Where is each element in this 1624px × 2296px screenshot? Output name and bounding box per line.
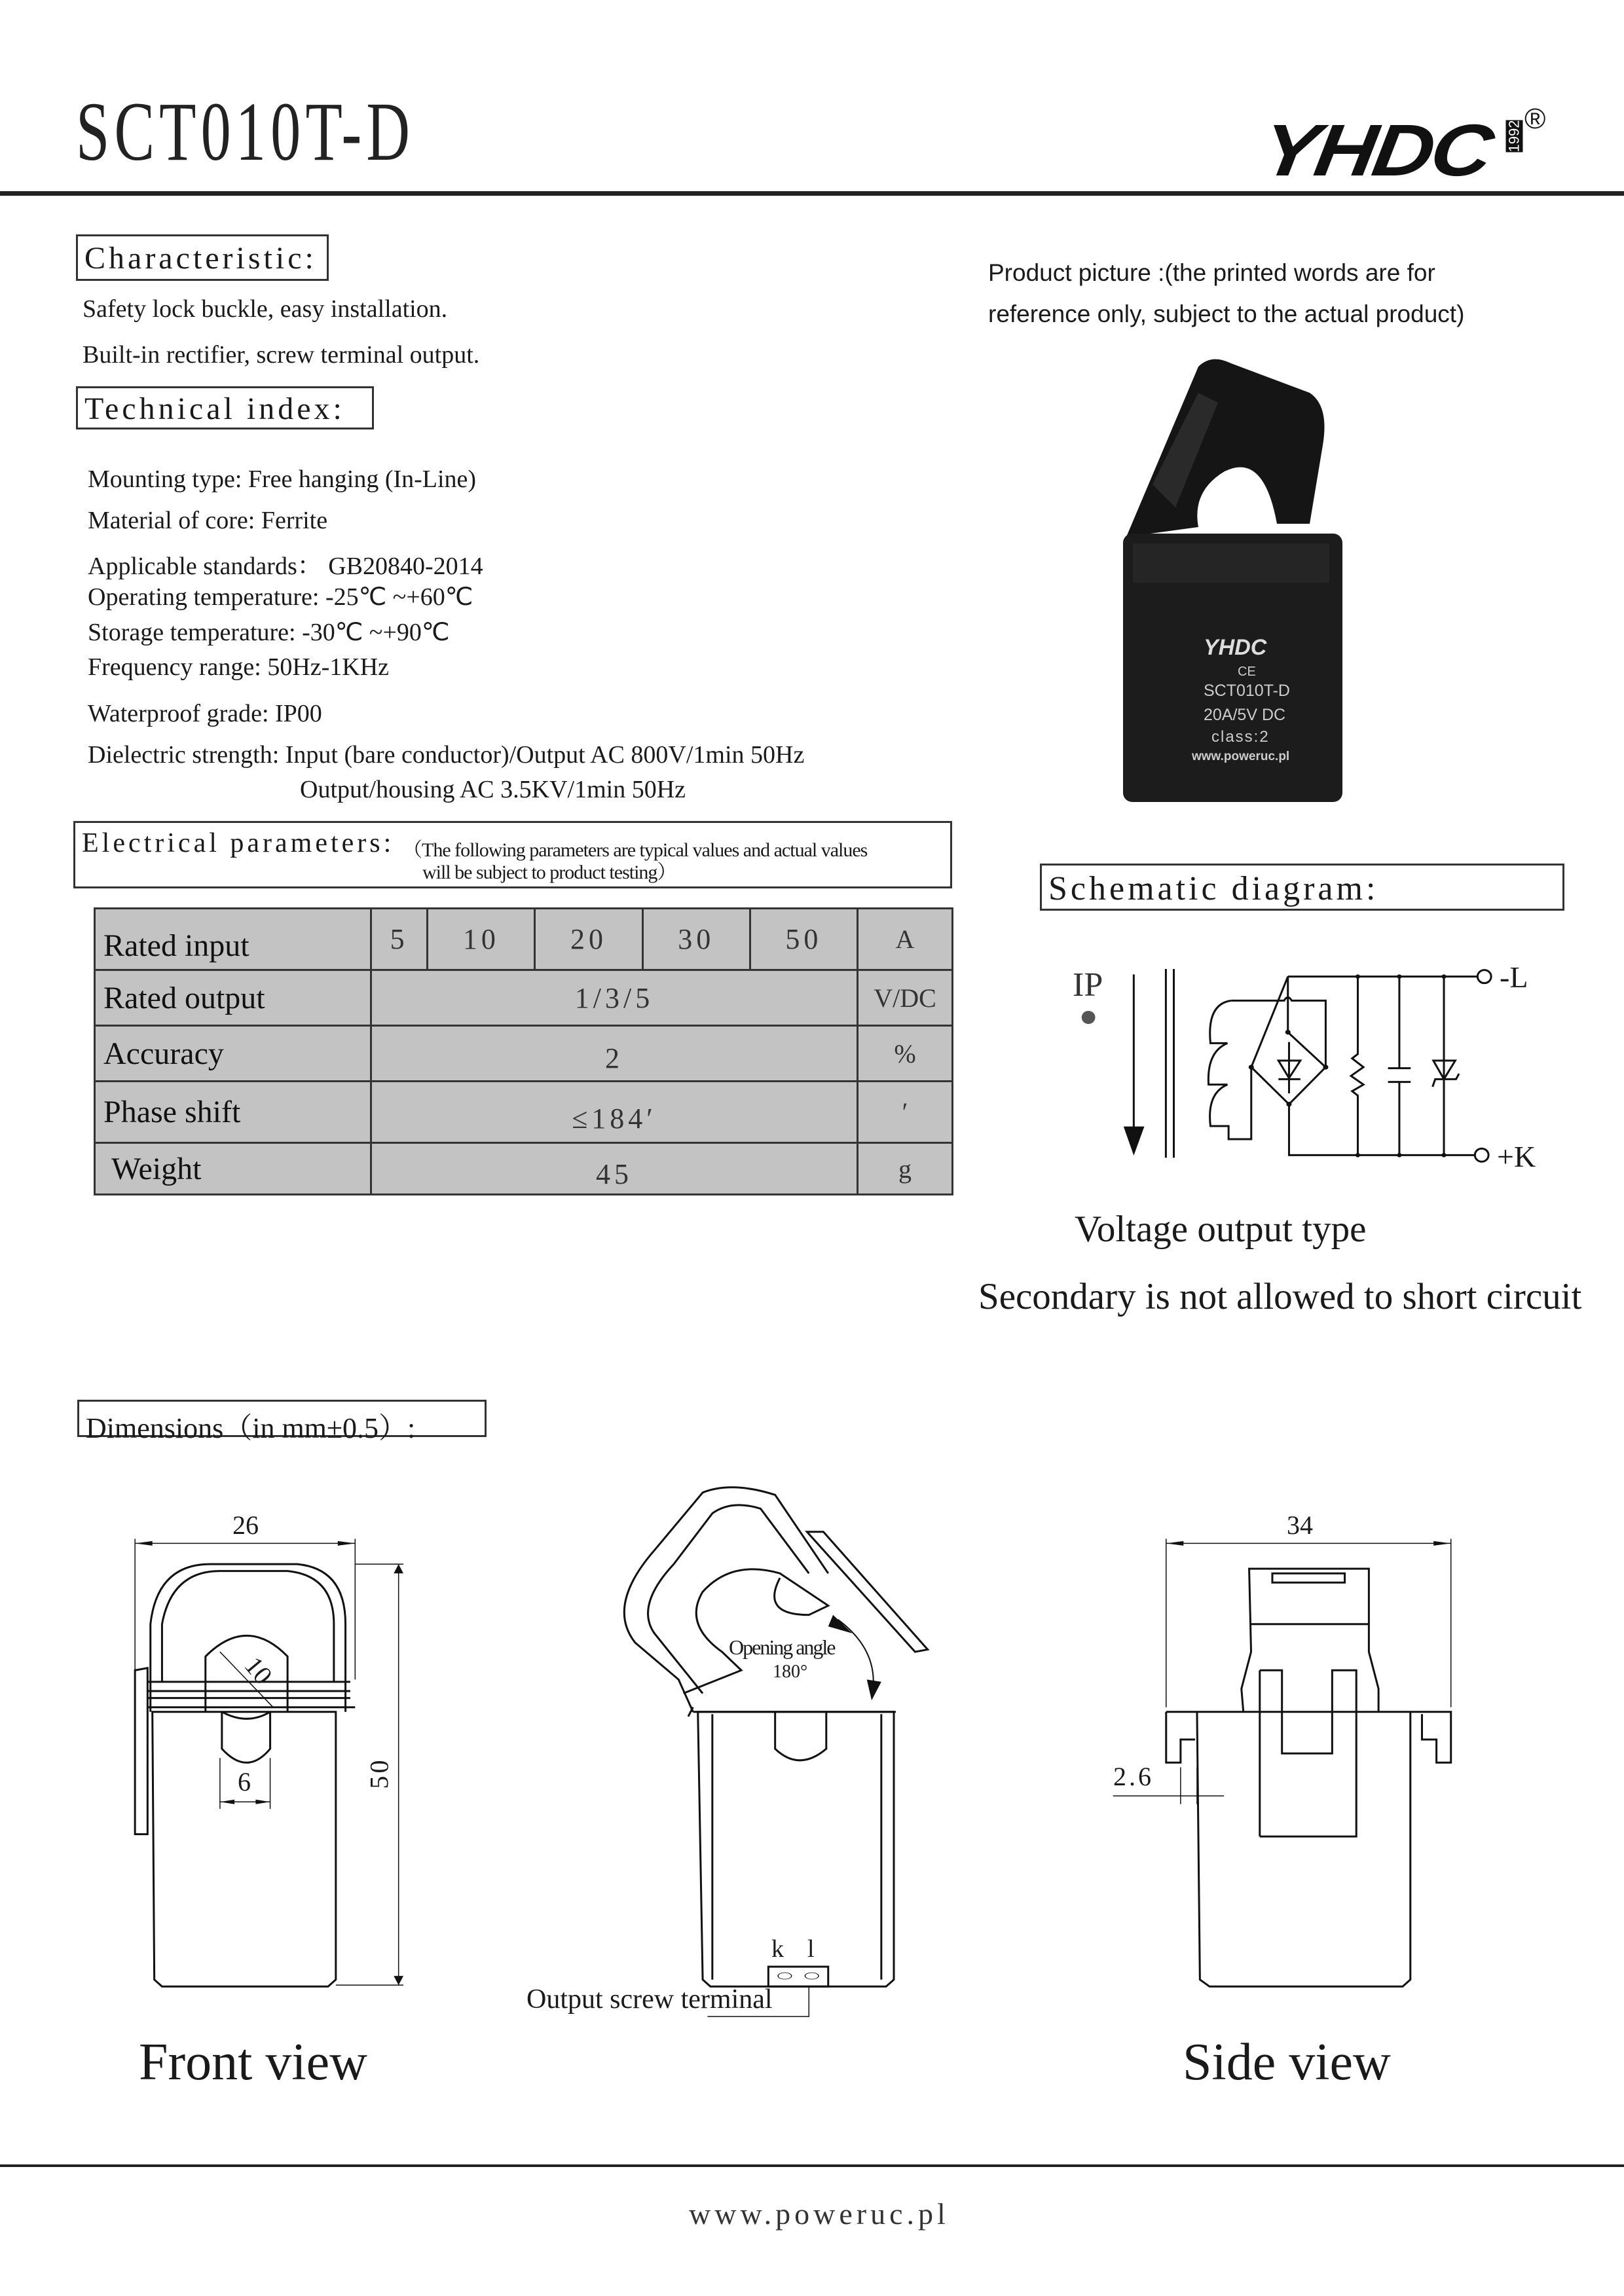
- table-row: [95, 909, 953, 970]
- footer-rule: [0, 2164, 1624, 2167]
- short-circuit-warning: Secondary is not allowed to short circuit: [978, 1276, 1582, 1317]
- electrical-note: （The following parameters are typical values and actual values: [403, 839, 868, 861]
- spec-line: Output/housing AC 3.5KV/1min 50Hz: [300, 776, 686, 803]
- product-label-logo: YHDC: [1204, 635, 1267, 660]
- brand-logo: [1255, 103, 1546, 191]
- table-row: [95, 970, 953, 1026]
- product-label-model: SCT010T-D: [1204, 682, 1290, 700]
- header-rule: [0, 191, 1624, 196]
- row-value: 45: [371, 1143, 858, 1195]
- dimension-drawings: [65, 1375, 1572, 2095]
- schematic-heading: Schematic diagram:: [1048, 870, 1379, 907]
- side-view-caption: Side view: [1183, 2033, 1391, 2091]
- row-unit: A: [858, 909, 953, 970]
- table-row: [95, 1026, 953, 1082]
- schematic-ip-label: IP: [1073, 966, 1103, 1004]
- rated-input-value: 5: [371, 909, 428, 970]
- footer-url[interactable]: www.poweruc.pl: [689, 2197, 950, 2231]
- registered-mark: ®: [1524, 103, 1546, 135]
- table-row: [95, 1082, 953, 1143]
- spec-line: Frequency range: 50Hz-1KHz: [88, 653, 390, 681]
- slot-width-dimension: 6: [238, 1767, 251, 1796]
- spec-line: Storage temperature: -30℃ ~+90℃: [88, 619, 450, 646]
- logo-text: YHDC: [1255, 109, 1496, 191]
- rated-input-value: 20: [535, 909, 642, 970]
- rated-input-value: 30: [642, 909, 750, 970]
- dimensions-heading: Dimensions（in mm±0.5）:: [86, 1412, 416, 1444]
- technical-index-heading: Technical index:: [84, 392, 345, 426]
- product-label-url: www.poweruc.pl: [1192, 750, 1290, 763]
- electrical-parameters-table: [94, 907, 953, 1195]
- rated-input-value: 50: [750, 909, 857, 970]
- front-view-caption: Front view: [139, 2033, 367, 2091]
- product-label-ce: CE: [1238, 665, 1256, 679]
- logo-year: 1992: [1505, 120, 1522, 153]
- row-unit: g: [858, 1143, 953, 1195]
- flange-dimension: 2.6: [1113, 1762, 1154, 1791]
- spec-line: Waterproof grade: IP00: [88, 700, 322, 727]
- row-unit: V/DC: [858, 970, 953, 1026]
- side-width-dimension: 34: [1287, 1510, 1313, 1540]
- product-picture-caption: Product picture :(the printed words are for: [988, 259, 1435, 286]
- table-row: [95, 1143, 953, 1195]
- front-height-dimension: 50: [364, 1757, 394, 1789]
- opening-angle-value: 180°: [773, 1662, 808, 1682]
- row-unit: %: [858, 1026, 953, 1082]
- terminal-neg-label: -L: [1500, 960, 1528, 994]
- product-picture-caption: reference only, subject to the actual product): [988, 301, 1465, 327]
- row-label: Rated input: [95, 909, 371, 970]
- characteristic-heading: Characteristic:: [84, 241, 317, 276]
- product-label-rating: 20A/5V DC: [1204, 706, 1286, 724]
- row-unit: ′: [858, 1082, 953, 1143]
- output-terminal-caption: Output screw terminal: [526, 1984, 773, 2014]
- technical-index-heading-box: [76, 386, 374, 429]
- electrical-heading-box: [73, 821, 952, 888]
- opening-angle-label: Opening angle: [729, 1635, 835, 1659]
- row-label: Weight: [95, 1143, 371, 1195]
- characteristic-line: Safety lock buckle, easy installation.: [83, 295, 448, 323]
- electrical-heading: Electrical parameters:: [82, 828, 395, 858]
- terminal-l-label: l: [807, 1935, 815, 1963]
- characteristic-heading-box: [76, 234, 329, 281]
- row-label: Rated output: [95, 970, 371, 1026]
- row-label: Accuracy: [95, 1026, 371, 1082]
- window-diameter-dimension: 10: [238, 1650, 279, 1690]
- product-label-class: class:2: [1211, 728, 1270, 746]
- terminal-k-label: k: [771, 1935, 784, 1963]
- characteristic-line: Built-in rectifier, screw terminal output.: [83, 341, 480, 369]
- front-width-dimension: 26: [232, 1510, 259, 1540]
- row-value: 1/3/5: [371, 970, 858, 1026]
- terminal-pos-label: +K: [1497, 1140, 1536, 1173]
- spec-line: Applicable standards： GB20840-2014: [88, 553, 483, 580]
- electrical-note: will be subject to product testing）: [422, 862, 676, 883]
- rated-input-value: 10: [428, 909, 535, 970]
- spec-line: Mounting type: Free hanging (In-Line): [88, 465, 477, 493]
- page-title: SCT010T-D: [76, 85, 415, 178]
- spec-line: Operating temperature: -25℃ ~+60℃: [88, 583, 473, 611]
- output-type: Voltage output type: [1075, 1209, 1367, 1250]
- row-label: Phase shift: [95, 1082, 371, 1143]
- spec-line: Dielectric strength: Input (bare conductor)/Output AC 800V/1min 50Hz: [88, 741, 805, 769]
- row-value: ≤184′: [371, 1082, 858, 1143]
- spec-line: Material of core: Ferrite: [88, 507, 328, 534]
- row-value: 2: [371, 1026, 858, 1082]
